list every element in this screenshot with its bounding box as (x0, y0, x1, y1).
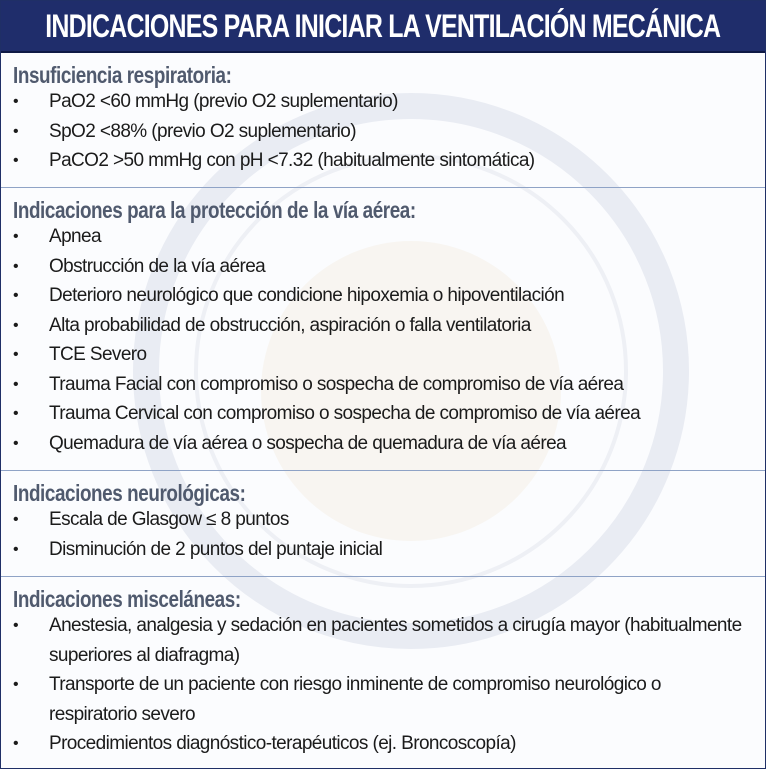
list-item (13, 117, 753, 147)
bullet-icon: • (13, 346, 19, 363)
list-item (13, 429, 753, 459)
list-item (13, 535, 753, 565)
item-text: Escala de Glasgow ≤ 8 puntos (49, 509, 289, 530)
bullet-icon: • (13, 122, 19, 140)
list-item (13, 311, 753, 341)
list-item (13, 370, 753, 400)
bullet-icon: • (13, 540, 19, 558)
list-item (13, 146, 753, 176)
item-list (13, 505, 753, 564)
bullet-icon: • (13, 152, 19, 169)
item-text: Trauma Facial con compromiso o sospecha de compromiso de vía aérea (49, 373, 624, 395)
item-list (13, 222, 753, 458)
section-airway-protection (1, 188, 765, 471)
item-text: PaO2 <60 mmHg (previo O2 suplementario) (49, 91, 398, 112)
bullet-icon: • (13, 617, 19, 634)
item-text: Procedimientos diagnóstico-terapéuticos (ej. Broncoscopía) (49, 733, 516, 754)
bullet-icon: • (13, 375, 19, 393)
bullet-icon: • (13, 316, 19, 334)
section-miscellaneous (1, 577, 765, 769)
list-item (13, 252, 753, 282)
item-text: Anestesia, analgesia y sedación en pacientes sometidos a cirugía mayor (habitualmente superiores al diafragma) (49, 615, 742, 666)
item-text: Obstrucción de la vía aérea (49, 255, 266, 277)
page-title: INDICACIONES PARA INICIAR LA VENTILACIÓN MECÁNICA (45, 7, 721, 44)
item-list (13, 87, 753, 176)
header-bar (1, 1, 765, 53)
bullet-icon: • (13, 405, 19, 422)
item-text: TCE Severo (49, 344, 147, 365)
section-respiratory-failure (1, 53, 765, 188)
item-text: SpO2 <88% (previo O2 suplementario) (49, 120, 356, 142)
list-item (13, 340, 753, 370)
item-text: Deterioro neurológico que condicione hipoxemia o hipoventilación (49, 285, 565, 306)
bullet-icon: • (13, 228, 19, 245)
bullet-icon: • (13, 735, 19, 752)
list-item (13, 670, 753, 729)
section-title: Indicaciones misceláneas: (13, 586, 241, 612)
bullet-icon: • (13, 434, 19, 452)
item-text: PaCO2 >50 mmHg con pH <7.32 (habitualmente sintomática) (49, 150, 535, 171)
item-text: Disminución de 2 puntos del puntaje inicial (49, 538, 383, 560)
list-item (13, 281, 753, 311)
bullet-icon: • (13, 511, 19, 528)
list-item (13, 729, 753, 759)
item-text: Transporte de un paciente con riesgo inminente de compromiso neurológico o respiratorio severo (49, 674, 661, 725)
bullet-icon: • (13, 93, 19, 110)
item-text: Quemadura de vía aérea o sospecha de quemadura de vía aérea (49, 432, 567, 454)
item-list (13, 611, 753, 759)
item-text: Apnea (49, 226, 101, 247)
list-item (13, 611, 753, 670)
list-item (13, 505, 753, 535)
section-title: Indicaciones para la protección de la vía aérea: (13, 197, 416, 223)
bullet-icon: • (13, 287, 19, 304)
item-text: Trauma Cervical con compromiso o sospecha de compromiso de vía aérea (49, 403, 641, 424)
bullet-icon: • (13, 257, 19, 275)
list-item (13, 222, 753, 252)
section-title: Insuficiencia respiratoria: (13, 62, 232, 88)
section-neurological (1, 471, 765, 577)
list-item (13, 87, 753, 117)
bullet-icon: • (13, 676, 19, 693)
list-item (13, 399, 753, 429)
section-title: Indicaciones neurológicas: (13, 480, 246, 506)
item-text: Alta probabilidad de obstrucción, aspiración o falla ventilatoria (49, 314, 531, 336)
